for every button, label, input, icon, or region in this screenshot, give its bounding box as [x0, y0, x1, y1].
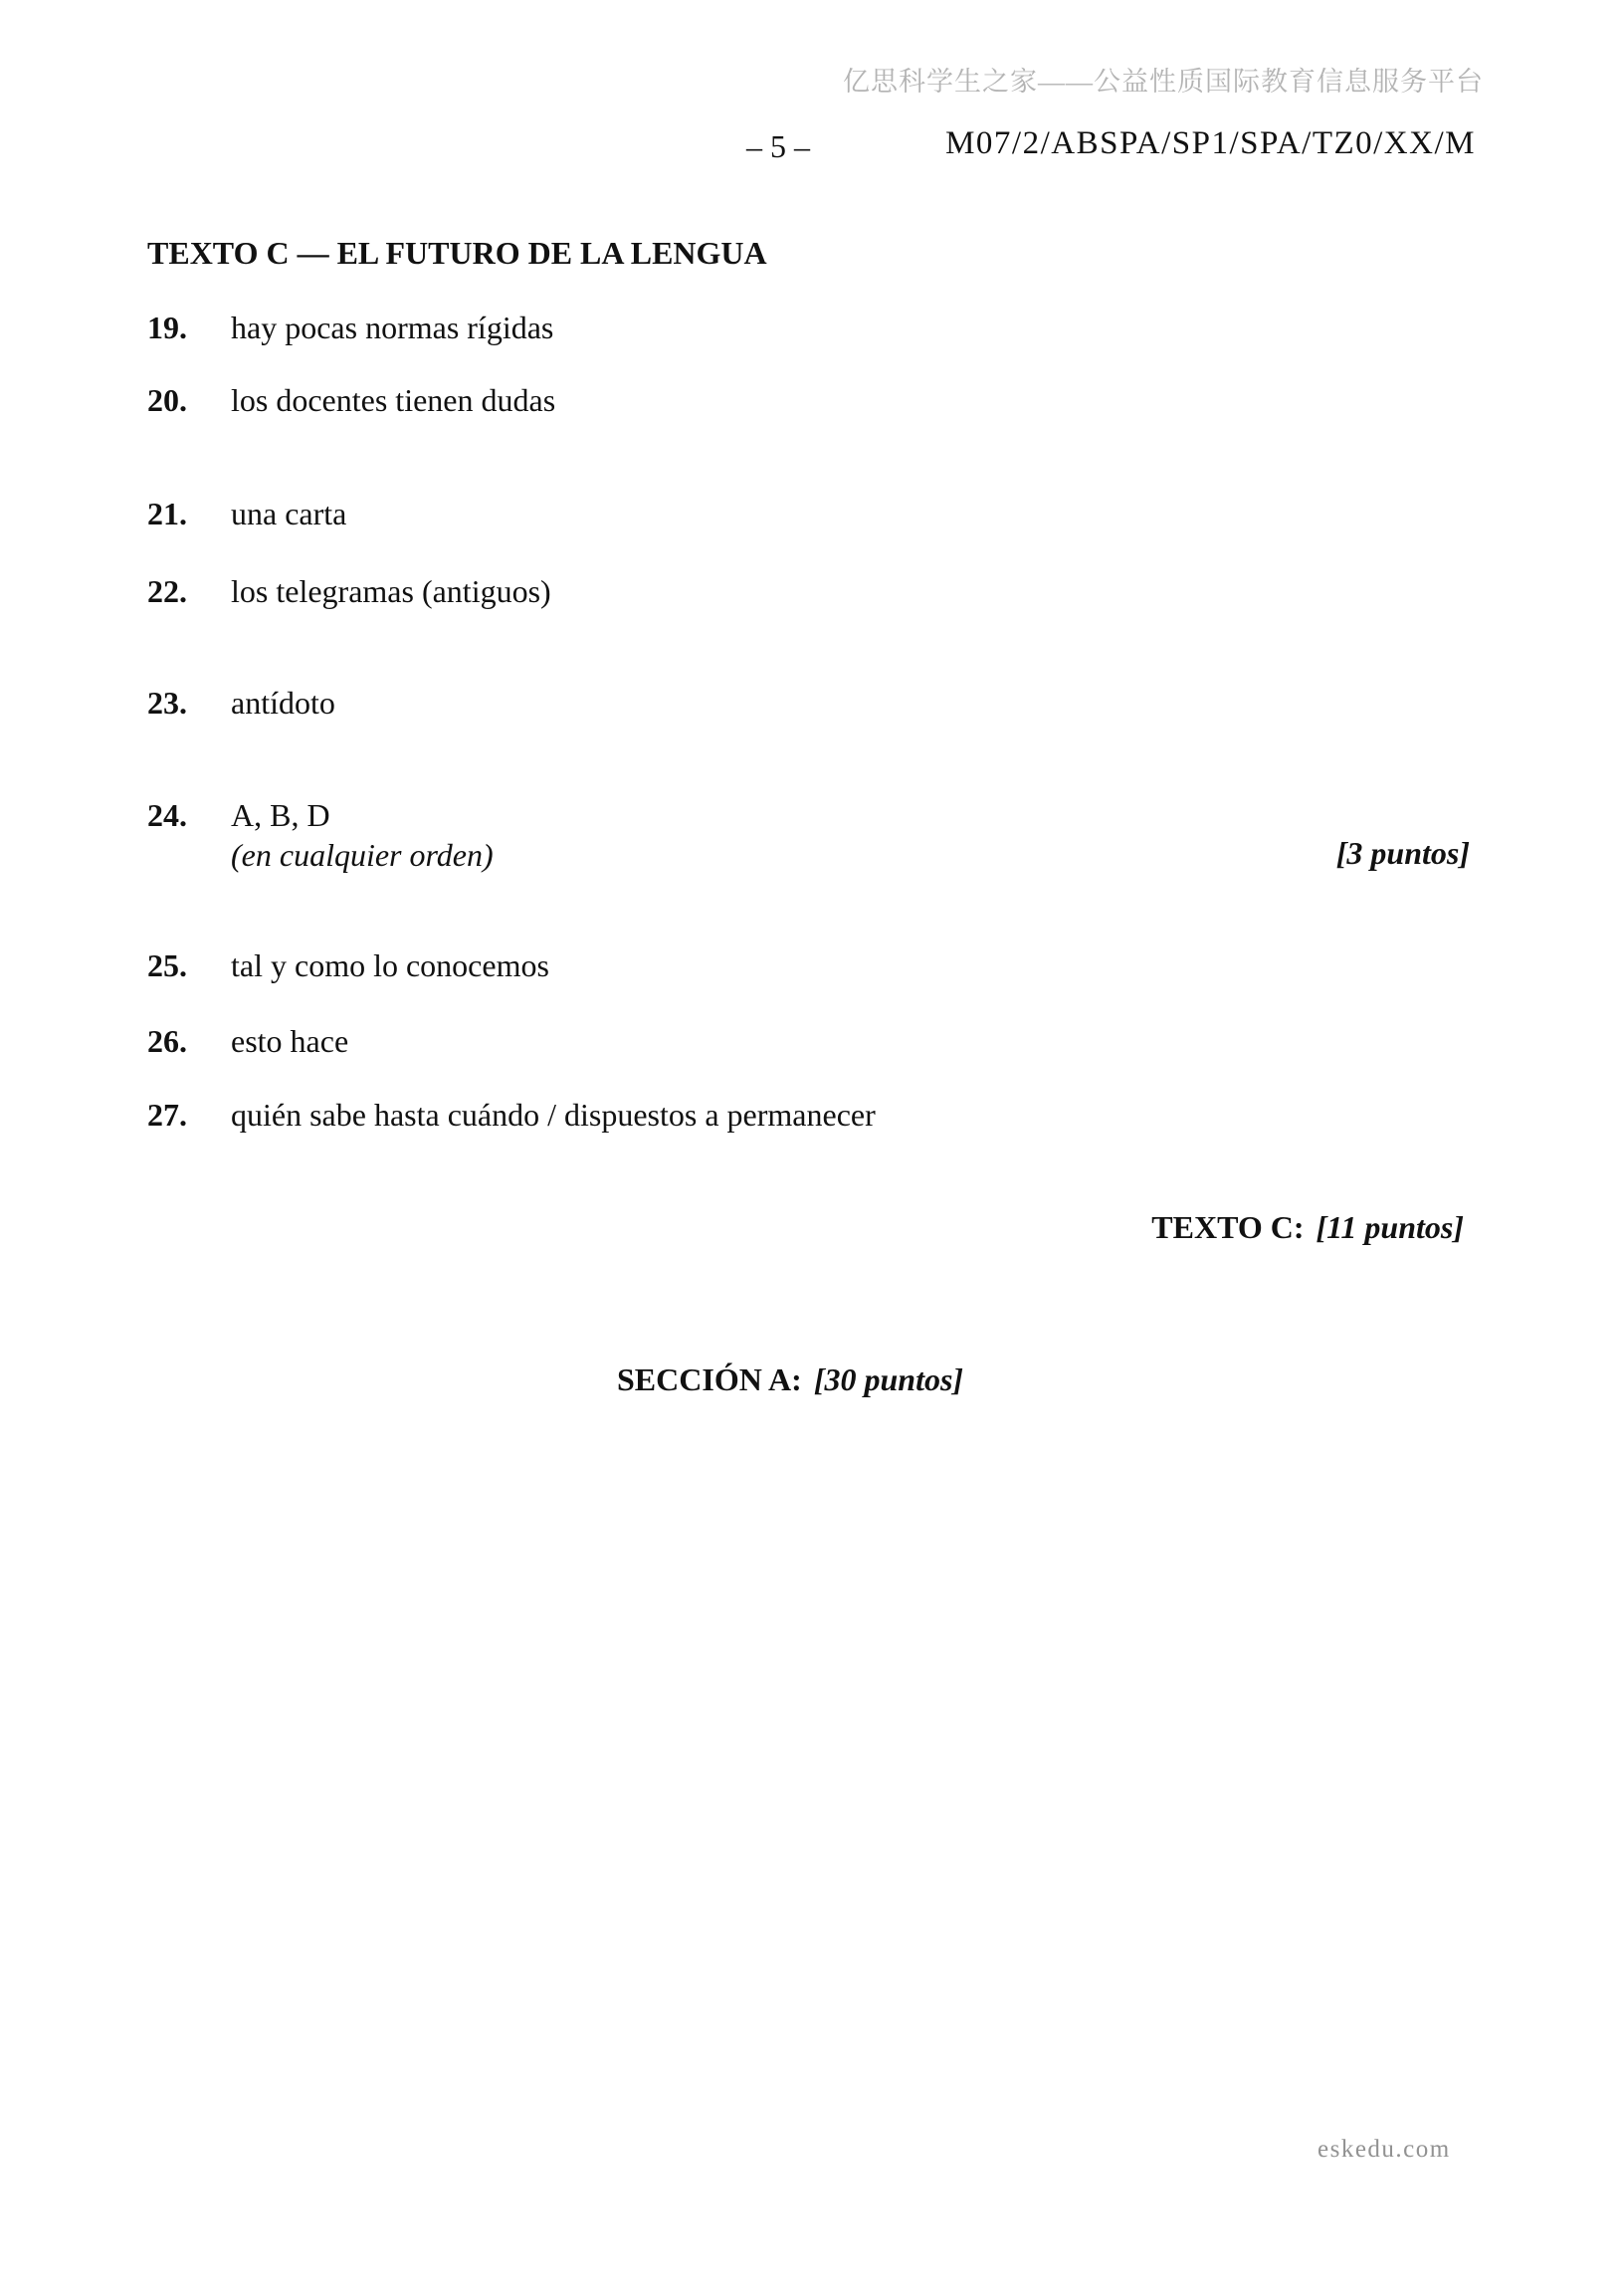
page-number: – 5 –	[746, 128, 810, 164]
answer-19-text: hay pocas normas rígidas	[231, 310, 554, 345]
texto-c-total-points: [11 puntos]	[1316, 1209, 1464, 1245]
answer-24-text: A, B, D	[231, 797, 330, 833]
footer-site-watermark: eskedu.com	[1318, 2136, 1451, 2163]
seccion-a-total-points: [30 puntos]	[813, 1361, 964, 1397]
answer-21-text: una carta	[231, 496, 347, 531]
seccion-a-total	[617, 1363, 963, 1395]
watermark-header: 亿思科学生之家——公益性质国际教育信息服务平台	[843, 67, 1484, 97]
exam-code: M07/2/ABSPA/SP1/SPA/TZ0/XX/M	[945, 125, 1476, 161]
seccion-a-total-label: SECCIÓN A:	[617, 1361, 802, 1397]
answer-20-number: 20.	[147, 382, 187, 418]
answer-27-number: 27.	[147, 1097, 187, 1133]
answer-21-number: 21.	[147, 496, 187, 531]
answer-24-points: [3 puntos]	[1335, 835, 1470, 871]
answer-22-number: 22.	[147, 573, 187, 609]
answer-23-text: antídoto	[231, 685, 335, 721]
answer-23-number: 23.	[147, 685, 187, 721]
texto-c-total	[1151, 1211, 1464, 1243]
answer-20-text: los docentes tienen dudas	[231, 382, 556, 418]
answer-24-note: (en cualquier orden)	[231, 837, 494, 873]
answer-25-number: 25.	[147, 947, 187, 983]
answer-19-number: 19.	[147, 310, 187, 345]
texto-c-total-label: TEXTO C:	[1151, 1209, 1305, 1245]
answer-27-text: quién sabe hasta cuándo / dispuestos a permanecer	[231, 1097, 876, 1133]
answer-26-text: esto hace	[231, 1023, 349, 1059]
answer-26-number: 26.	[147, 1023, 187, 1059]
answer-22-text: los telegramas (antiguos)	[231, 573, 551, 609]
answer-24-number: 24.	[147, 797, 187, 833]
texto-c-title: TEXTO C — EL FUTURO DE LA LENGUA	[147, 235, 767, 271]
answer-25-text: tal y como lo conocemos	[231, 947, 549, 983]
